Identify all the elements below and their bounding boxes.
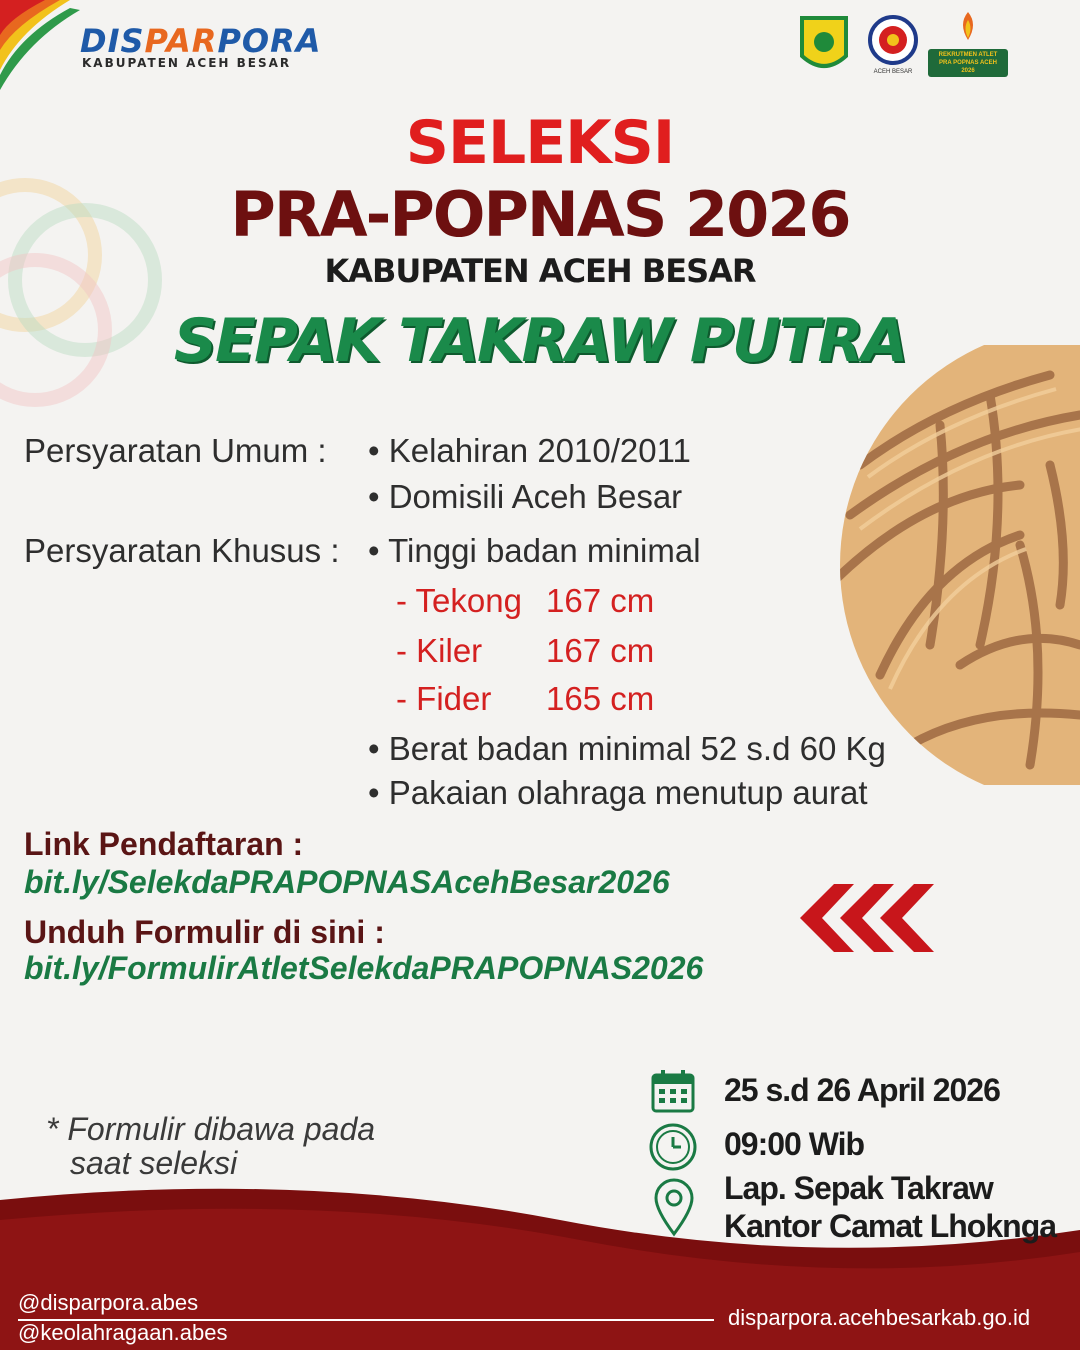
badge-right-line2: PRA POPNAS ACEH — [939, 60, 997, 66]
title-sport: SEPAK TAKRAW PUTRA — [173, 306, 907, 376]
title-seleksi: SELEKSI — [405, 108, 675, 178]
disparpora-logo: DISPARPORA — [80, 22, 322, 60]
event-date: 25 s.d 26 April 2026 — [724, 1072, 1000, 1108]
aceh-besar-emblem — [798, 14, 850, 76]
title-event: PRA-POPNAS 2026 — [230, 178, 850, 251]
event-time: 09:00 Wib — [724, 1126, 865, 1162]
general-requirements-label: Persyaratan Umum : — [24, 432, 327, 469]
rekrutmen-badge — [928, 10, 1008, 77]
position-kiler-height: 167 cm — [546, 632, 655, 669]
website-url[interactable]: disparpora.acehbesarkab.go.id — [728, 1305, 1031, 1330]
form-download-label: Unduh Formulir di sini : — [24, 914, 385, 950]
position-fider-height: 165 cm — [546, 680, 655, 717]
chevron-left-arrows-icon — [792, 880, 942, 956]
aceh-besar-badge — [866, 14, 920, 75]
position-tekong-height: 167 cm — [546, 582, 655, 619]
clock-icon — [648, 1122, 698, 1172]
general-item-birth: • Kelahiran 2010/2011 — [368, 432, 691, 469]
special-item-height: • Tinggi badan minimal — [368, 532, 701, 569]
special-item-weight: • Berat badan minimal 52 s.d 60 Kg — [368, 730, 886, 767]
badge-right-year: 2026 — [961, 68, 975, 74]
position-fider: - Fider — [396, 680, 492, 717]
position-tekong: - Tekong — [396, 582, 522, 619]
logo-subtitle: KABUPATEN ACEH BESAR — [82, 56, 292, 70]
torch-icon — [948, 10, 988, 44]
social-handle-disparpora[interactable]: @disparpora.abes — [18, 1290, 199, 1315]
social-handle-keolahragaan[interactable]: @keolahragaan.abes — [18, 1320, 228, 1345]
takraw-ball-illustration — [820, 345, 1080, 785]
general-item-domicile: • Domisili Aceh Besar — [368, 478, 683, 515]
title-region: KABUPATEN ACEH BESAR — [324, 252, 756, 290]
form-note-line1: * Formulir dibawa pada — [46, 1111, 376, 1147]
form-note — [46, 1112, 375, 1180]
register-link-label: Link Pendaftaran : — [24, 826, 304, 862]
calendar-icon — [650, 1068, 696, 1114]
form-download-link[interactable]: bit.ly/FormulirAtletSelekdaPRAPOPNAS2026 — [24, 950, 704, 986]
special-requirements-label: Persyaratan Khusus : — [24, 532, 340, 569]
badge-right-line1: REKRUTMEN ATLET — [938, 52, 998, 58]
special-item-attire: • Pakaian olahraga menutup aurat — [368, 774, 868, 811]
aceh-besar-badge-icon — [867, 14, 919, 66]
event-venue-line2: Kantor Camat Lhoknga — [724, 1208, 1057, 1244]
badge-center-label: ACEH BESAR — [873, 69, 913, 75]
location-pin-icon — [652, 1176, 696, 1238]
position-kiler: - Kiler — [396, 632, 483, 669]
event-venue-line1: Lap. Sepak Takraw — [724, 1170, 993, 1206]
register-link[interactable]: bit.ly/SelekdaPRAPOPNASAcehBesar2026 — [24, 864, 670, 900]
form-note-line2: saat seleksi — [70, 1145, 238, 1181]
